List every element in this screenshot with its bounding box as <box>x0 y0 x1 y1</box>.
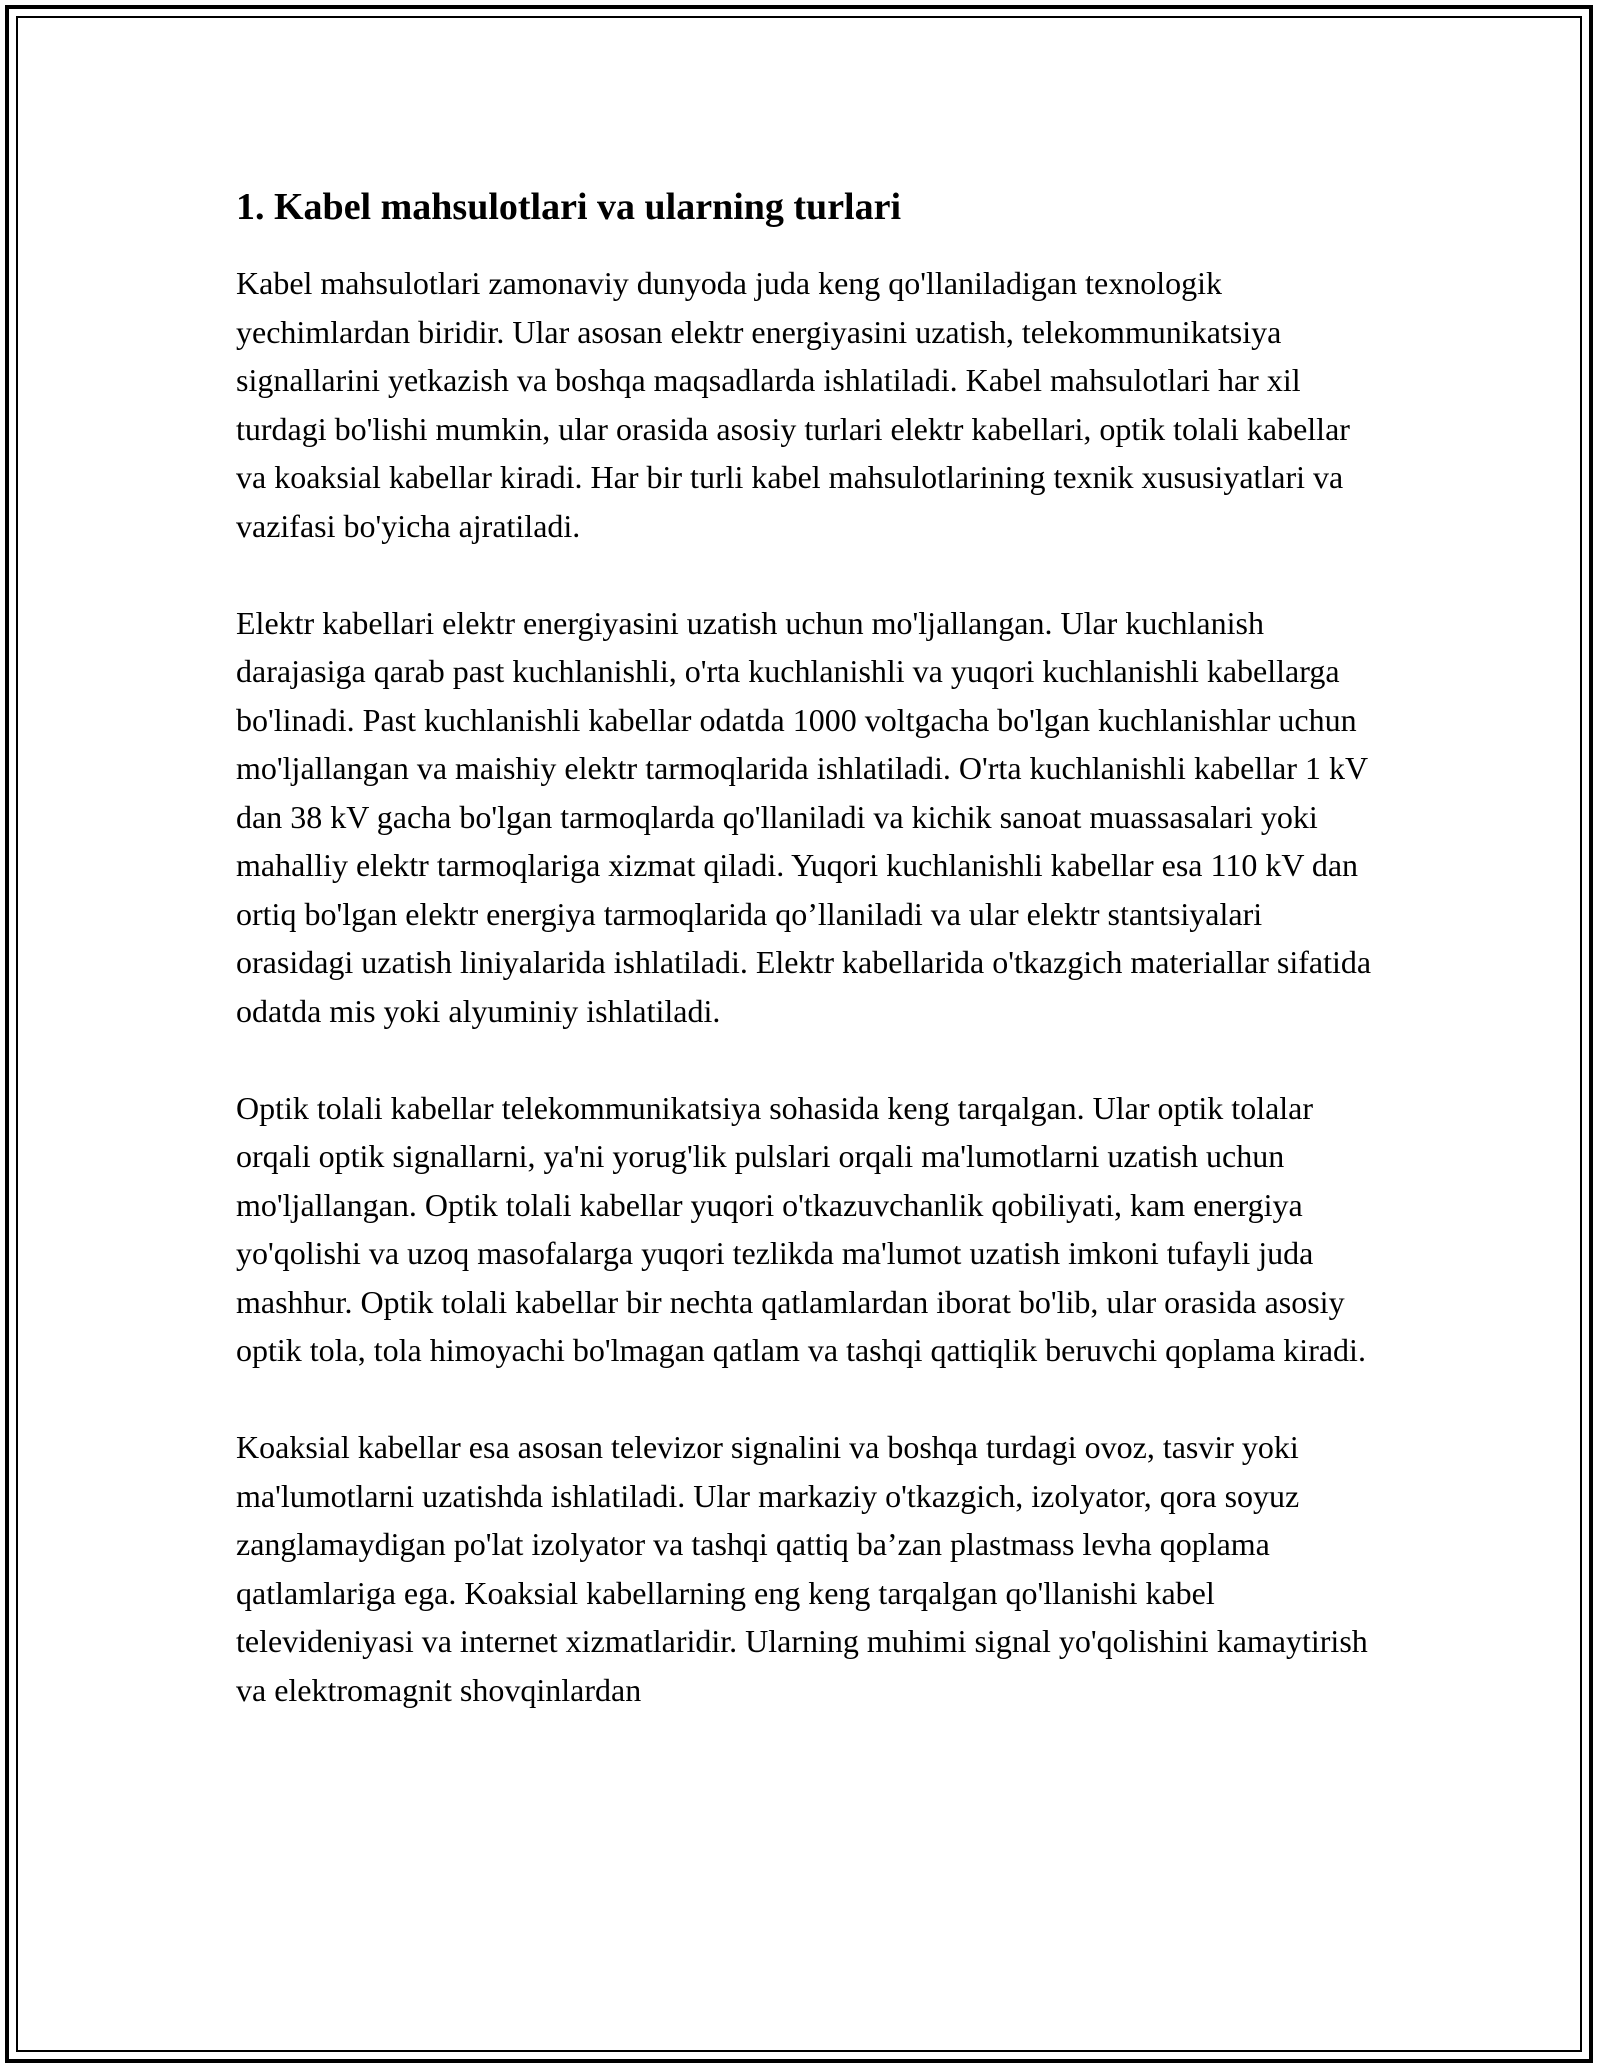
paragraph-intro: Kabel mahsulotlari zamonaviy dunyoda juda keng qo'llaniladigan texnologik yechimlardan biridir. Ular asosan elektr energiyasini uzatish, telekommunikatsiya signallarini yetkazish va boshqa maqsadlarda ishlatiladi. Kabel mahsulotlari har xil turdagi bo'lishi mumkin, ular orasida asosiy turlari elektr kabellari, optik tolali kabellar va koaksial kabellar kiradi. Har bir turli kabel mahsulotlarining texnik xususiyatlari va vazifasi bo'yicha ajratiladi. <box>236 265 1350 544</box>
section-heading: 1. Kabel mahsulotlari va ularning turlari <box>236 186 902 228</box>
paragraph-electric-cables: Elektr kabellari elektr energiyasini uzatish uchun mo'ljallangan. Ular kuchlanish darajasiga qarab past kuchlanishli, o'rta kuchlanishli va yuqori kuchlanishli kabellarga bo'linadi. Past kuchlanishli kabellar odatda 1000 voltgacha bo'lgan kuchlanishlar uchun mo'ljallangan va maishiy elektr tarmoqlarida ishlatiladi. O'rta kuchlanishli kabellar 1 kV dan 38 kV gacha bo'lgan tarmoqlarda qo'llaniladi va kichik sanoat muassasalari yoki mahalliy elektr tarmoqlariga xizmat qiladi. Yuqori kuchlanishli kabellar esa 110 kV dan ortiq bo'lgan elektr energiya tarmoqlarida qo’llaniladi va ular elektr stantsiyalari orasidagi uzatish liniyalarida ishlatiladi. Elektr kabellarida o'tkazgich materiallar sifatida odatda mis yoki alyuminiy ishlatiladi. <box>236 604 1372 1029</box>
document-body <box>236 185 1376 1763</box>
paragraph-coaxial-cables: Koaksial kabellar esa asosan televizor signalini va boshqa turdagi ovoz, tasvir yoki ma'lumotlarni uzatishda ishlatiladi. Ular markaziy o'tkazgich, izolyator, qora soyuz zanglamaydigan po'lat izolyator va tashqi qattiq ba’zan plastmass levha qoplama qatlamlariga ega. Koaksial kabellarning eng keng tarqalgan qo'llanishi kabel televideniyasi va internet xizmatlaridir. Ularning muhimi signal yo'qolishini kamaytirish va elektromagnit shovqinlardan <box>236 1429 1368 1708</box>
paragraph-optical-cables: Optik tolali kabellar telekommunikatsiya sohasida keng tarqalgan. Ular optik tolalar orqali optik signallarni, ya'ni yorug'lik pulslari orqali ma'lumotlarni uzatish uchun mo'ljallangan. Optik tolali kabellar yuqori o'tkazuvchanlik qobiliyati, kam energiya yo'qolishi va uzoq masofalarga yuqori tezlikda ma'lumot uzatish imkoni tufayli juda mashhur. Optik tolali kabellar bir nechta qatlamlardan iborat bo'lib, ular orasida asosiy optik tola, tola himoyachi bo'lmagan qatlam va tashqi qattiqlik beruvchi qoplama kiradi. <box>236 1089 1366 1368</box>
